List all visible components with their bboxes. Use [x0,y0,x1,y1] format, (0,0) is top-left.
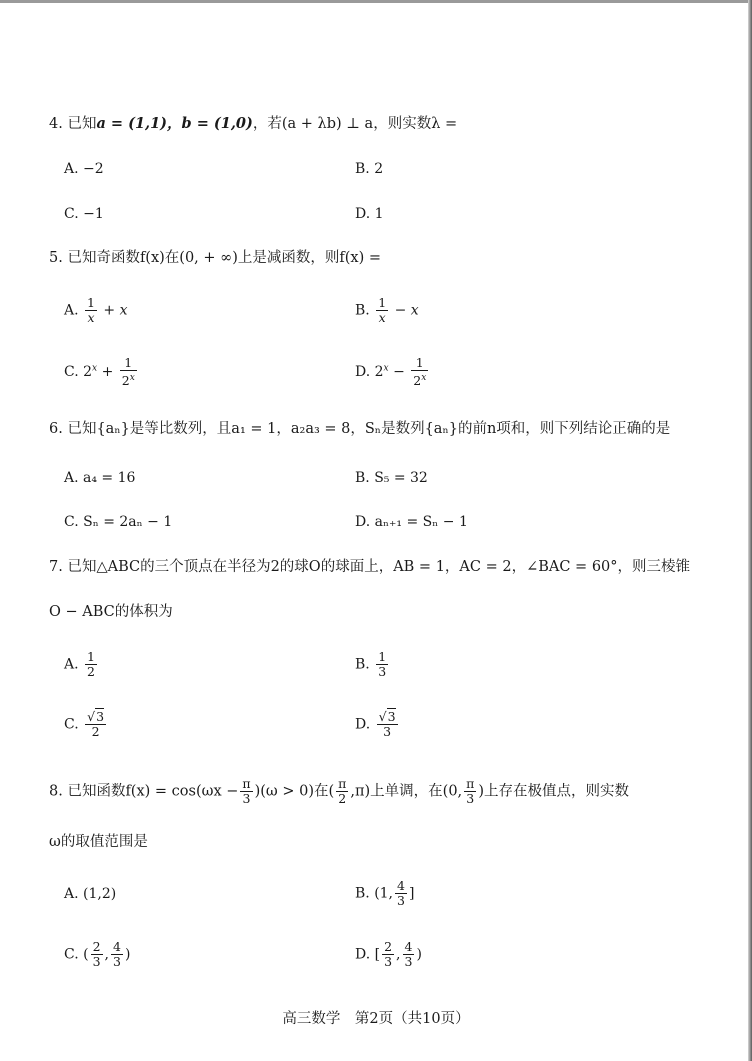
q7-d-num [377,710,398,725]
q7-c-radicand: 3 [96,709,105,724]
q8-option-d [355,940,422,969]
q5-stem: 5. 已知奇函数f(x)在(0, + ∞)上是减函数，则f(x) = [49,250,382,266]
q8-c-sep: , [104,946,109,963]
q8-stem-line2: ω的取值范围是 [49,834,148,850]
q5-c-op: + [101,364,114,381]
q8-frac3-den: 3 [466,791,475,806]
q5-d-label: D. 2 [355,364,384,381]
q7-b-fraction [376,650,388,679]
q8-stem-c: ,π)上单调，在(0, [350,783,463,800]
q8-c-close: ) [124,946,131,963]
q7-d-label: D. [355,716,371,733]
q5-a-num: 1 [87,295,95,310]
q8-d-frac1 [382,940,394,969]
q7-stem-line1: 7. 已知△ABC的三个顶点在半径为2的球O的球面上，AB = 1，AC = 2，∠BAC = 60°，则三棱锥 [49,559,691,575]
q8-b-label: B. (1, [355,885,394,902]
q7-c-sqrt-sign: √ [87,709,96,724]
q8-stem-d: )上存在极值点，则实数 [478,783,630,800]
q8-stem-a: 8. 已知函数f(x) = cos(ωx − [49,783,239,800]
q7-c-num [85,710,106,725]
q8-c-frac2 [111,940,123,969]
q7-option-d [355,710,400,739]
q7-stem-line2: O − ABC的体积为 [49,604,173,620]
scan-edge-right [748,0,752,1061]
q5-a-label: A. [64,302,79,319]
q5-c-fraction [120,356,137,388]
page-footer: 高三数学 第2页（共10页） [282,1011,470,1027]
q7-a-den: 2 [87,664,95,679]
q8-d-sep: , [396,946,401,963]
q5-option-d [355,356,430,388]
q8-d-num2: 4 [404,939,413,954]
q5-c-label: C. 2 [64,364,93,381]
q5-a-den: x [87,310,95,325]
q7-d-radicand: 3 [387,709,396,724]
q5-c-den-exp: x [129,373,135,383]
q4-stem [49,114,457,134]
q5-a-tail: + x [103,302,128,319]
q7-a-num: 1 [87,649,95,664]
q8-c-den2: 3 [112,954,121,969]
q8-frac1-den: 3 [242,791,251,806]
q8-option-c [64,940,130,969]
q8-d-den2: 3 [404,954,413,969]
q8-d-close: ) [416,946,422,963]
q5-d-fraction [411,356,428,388]
q8-stem-b: )(ω > 0)在( [254,783,335,800]
q4-prefix: 4. 已知 [49,116,97,132]
q6-option-d: D. aₙ₊₁ = Sₙ − 1 [355,514,468,530]
q5-d-exp: x [383,363,389,374]
q5-a-fraction [85,296,97,325]
q5-option-b [355,296,419,325]
q5-c-den [120,371,137,388]
q5-d-num: 1 [411,356,428,371]
q5-b-den: x [378,310,386,325]
q7-b-num: 1 [378,649,387,664]
q7-d-fraction [377,710,398,739]
scan-edge-top [0,0,752,3]
q8-b-num: 4 [397,878,405,893]
q5-d-den [411,371,428,388]
q8-frac2-num: π [338,776,347,791]
q8-frac2-den: 2 [338,791,347,806]
q5-b-num: 1 [378,295,387,310]
q7-d-den: 3 [383,724,392,739]
q8-d-frac2 [403,940,415,969]
q7-b-den: 3 [378,664,387,679]
q7-a-fraction [85,650,97,679]
q8-frac-pi-3 [240,777,252,806]
q7-option-a [64,650,99,679]
q8-c-label: C. ( [64,946,89,963]
q5-option-a [64,296,128,325]
q7-option-b [355,650,390,679]
q5-d-op: − [393,364,405,381]
q5-b-fraction [376,296,388,325]
q5-c-num: 1 [120,356,137,371]
q5-b-label: B. [355,302,370,319]
q4-option-d: D. 1 [355,206,384,222]
q5-d-den-exp: x [421,373,427,383]
q8-frac-pi-2 [336,777,348,806]
q6-option-c: C. Sₙ = 2aₙ − 1 [64,514,173,530]
q7-b-label: B. [355,656,370,673]
q8-d-den1: 3 [384,954,393,969]
q7-c-den: 2 [91,724,100,739]
q7-a-label: A. [64,656,79,673]
q7-d-sqrt-sign: √ [378,709,387,724]
q8-frac-pi-3b [464,777,476,806]
q4-option-c: C. −1 [64,206,104,222]
q4-vec-a: a = (1,1)， [96,115,182,132]
q4-vec-b: b = (1,0) [181,115,253,132]
q8-c-num1: 2 [92,939,101,954]
q8-stem-line1 [49,777,629,806]
q7-option-c [64,710,108,739]
q4-rest: ，若(a + λb) ⊥ a，则实数λ = [252,116,458,132]
q5-c-exp: x [92,363,98,374]
q5-b-tail: − x [394,302,419,319]
q8-frac1-num: π [242,776,251,791]
q6-stem: 6. 已知{aₙ}是等比数列，且a₁ = 1，a₂a₃ = 8，Sₙ是数列{aₙ}的前n项和，则下列结论正确的是 [49,421,671,437]
q6-option-a: A. a₄ = 16 [64,470,136,486]
q8-c-num2: 4 [112,939,121,954]
q4-option-a: A. −2 [64,161,104,177]
q8-b-close: ] [408,885,415,902]
q7-c-fraction [85,710,106,739]
q8-frac3-num: π [466,776,475,791]
q7-c-label: C. [64,716,79,733]
q5-d-den-base: 2 [413,373,422,389]
q5-c-den-base: 2 [121,373,130,389]
q8-c-den1: 3 [92,954,101,969]
q6-option-b: B. S₅ = 32 [355,470,428,486]
q8-b-fraction [395,879,407,908]
q8-option-a: A. (1,2) [64,886,117,902]
q8-c-frac1 [91,940,103,969]
q8-b-den: 3 [397,893,405,908]
q5-option-c [64,356,139,388]
q4-option-b: B. 2 [355,161,384,177]
q8-d-label: D. [ [355,946,381,963]
q8-d-num1: 2 [384,939,393,954]
q8-option-b [355,879,414,908]
